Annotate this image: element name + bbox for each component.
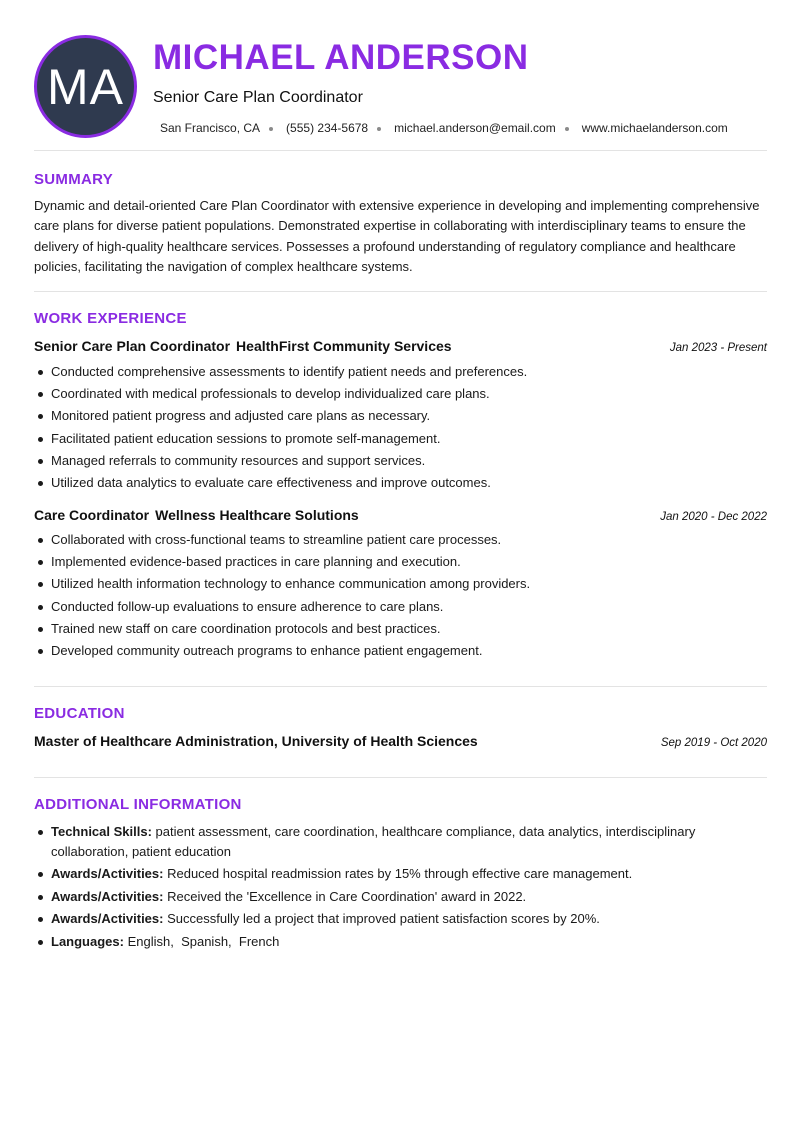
list-item xyxy=(34,822,767,861)
list-item xyxy=(34,909,767,929)
education-entry xyxy=(34,733,767,749)
job-bullets xyxy=(34,361,767,494)
contact-website[interactable]: www.michaelanderson.com xyxy=(581,121,728,135)
divider xyxy=(34,150,767,151)
contact-email[interactable]: michael.anderson@email.com xyxy=(394,121,556,135)
item-label: Awards/Activities: xyxy=(51,911,164,926)
item-label: Languages: xyxy=(51,933,124,949)
divider xyxy=(34,686,767,687)
experience-heading: WORK EXPERIENCE xyxy=(34,310,187,327)
avatar-initials: MA xyxy=(47,58,124,115)
list-item: Managed referrals to community resources and support services. xyxy=(34,450,767,472)
list-item: Collaborated with cross-functional teams to streamline patient care processes. xyxy=(34,529,767,551)
list-item xyxy=(34,932,767,952)
job-header xyxy=(34,507,767,523)
job-header xyxy=(34,338,767,354)
separator-dot xyxy=(377,127,381,131)
list-item: Implemented evidence-based practices in care planning and execution. xyxy=(34,551,767,573)
job-dates: Jan 2020 - Dec 2022 xyxy=(660,511,767,523)
list-item: Conducted follow-up evaluations to ensure adherence to care plans. xyxy=(34,596,767,618)
contact-phone: (555) 234-5678 xyxy=(286,121,369,135)
item-text: Successfully led a project that improved patient satisfaction scores by 20%. xyxy=(167,911,600,926)
list-item xyxy=(34,864,767,884)
list-item: Utilized health information technology to enhance communication among providers. xyxy=(34,573,767,595)
divider xyxy=(34,777,767,778)
list-item: Conducted comprehensive assessments to identify patient needs and preferences. xyxy=(34,361,767,383)
job-company: HealthFirst Community Services xyxy=(236,338,452,354)
item-label: Awards/Activities: xyxy=(51,866,164,881)
education-dates: Sep 2019 - Oct 2020 xyxy=(660,737,767,749)
contact-location: San Francisco, CA xyxy=(160,121,261,135)
item-text: Reduced hospital readmission rates by 15% through effective care management. xyxy=(167,866,633,881)
divider xyxy=(34,291,767,292)
education-heading: EDUCATION xyxy=(34,705,125,722)
item-text: patient assessment, care coordination, healthcare compliance, data analytics, interdisciplinary collaboration, patient education xyxy=(51,824,696,859)
avatar xyxy=(34,35,137,138)
summary-text: Dynamic and detail-oriented Care Plan Coordinator with extensive experience in developing and implementing comprehensive care plans for diverse patient populations. Demonstrated expertise in collaborating with interdisciplinary teams to ensure the delivery of high-quality healthcare services. Possesses a profound understanding of regulatory compliance and healthcare policies, facilitating the navigation of complex healthcare systems. xyxy=(34,198,760,274)
job-title: Care Coordinator xyxy=(34,507,150,523)
additional-list xyxy=(34,822,767,954)
summary-heading: SUMMARY xyxy=(34,171,114,188)
list-item: Utilized data analytics to evaluate care effectiveness and improve outcomes. xyxy=(34,472,767,494)
list-item: Coordinated with medical professionals to develop individualized care plans. xyxy=(34,383,767,405)
candidate-name: MICHAEL ANDERSON xyxy=(153,38,529,77)
job-title-line xyxy=(34,338,452,354)
list-item xyxy=(34,887,767,907)
job-title-line xyxy=(34,507,359,523)
item-label: Technical Skills: xyxy=(51,824,152,839)
item-text: English, Spanish, French xyxy=(127,933,280,949)
item-label: Awards/Activities: xyxy=(51,888,164,904)
list-item: Facilitated patient education sessions to promote self-management. xyxy=(34,428,767,450)
education-degree: Master of Healthcare Administration, University of Health Sciences xyxy=(34,733,478,749)
item-text: Received the 'Excellence in Care Coordination' award in 2022. xyxy=(167,888,527,904)
list-item: Developed community outreach programs to enhance patient engagement. xyxy=(34,640,767,662)
job-dates: Jan 2023 - Present xyxy=(669,342,767,354)
job-title: Senior Care Plan Coordinator xyxy=(34,338,231,354)
job-bullets xyxy=(34,529,767,662)
list-item: Monitored patient progress and adjusted care plans as necessary. xyxy=(34,405,767,427)
separator-dot xyxy=(269,127,273,131)
contact-bar xyxy=(160,121,728,135)
additional-heading: ADDITIONAL INFORMATION xyxy=(34,796,242,813)
list-item: Trained new staff on care coordination protocols and best practices. xyxy=(34,618,767,640)
separator-dot xyxy=(565,127,569,131)
candidate-role: Senior Care Plan Coordinator xyxy=(153,89,363,106)
job-company: Wellness Healthcare Solutions xyxy=(155,507,359,523)
